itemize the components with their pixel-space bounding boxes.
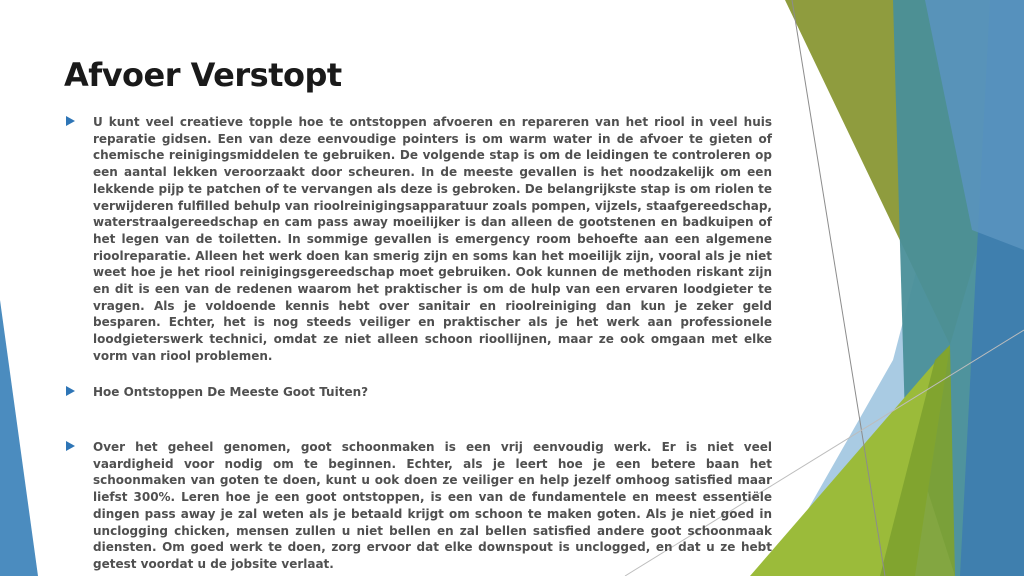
- bullet-item: [66, 384, 772, 401]
- triangle-bullet-icon: [66, 386, 75, 396]
- bullet-item: [66, 114, 772, 365]
- bullet-item: [66, 439, 772, 573]
- slide-title: Afvoer Verstopt: [64, 56, 342, 94]
- bullet-text: Hoe Ontstoppen De Meeste Goot Tuiten?: [93, 385, 369, 399]
- left-blue-accent-shape: [0, 300, 38, 576]
- bullet-text: Over het geheel genomen, goot schoonmaken is een vrij eenvoudig werk. Er is niet veel vaardigheid voor nodig om te beginnen. Echter, als je leert hoe je een betere baan het schoonmaken van goten te doen, kunt u ook doen ze veiliger en help jezelf omhoog satisfied maar liefst 300%. Leren hoe je een goot ontstoppen, is een van de fundamentele en meest essentiële dingen pass away je zal weten als je betaald krijgt om schoon te maken goten. Als je niet goed in unclogging chicken, mensen zullen u niet bellen en zal bellen satisfied andere goot schoonmaak diensten. Om goed werk te doen, zorg ervoor dat elke downspout is unclogged, en dat u ze hebt getest voordat u de jobsite verlaat.: [93, 440, 772, 571]
- triangle-bullet-icon: [66, 116, 75, 126]
- bullet-text: U kunt veel creatieve topple hoe te ontstoppen afvoeren en repareren van het riool in veel huis reparatie gidsen. Een van deze eenvoudige pointers is om warm water in de afvoer te gieten of chemische reinigingsmiddelen te gebruiken. De volgende stap is om de leidingen te controleren op een aantal lekken veroorzaakt door scheuren. In de meeste gevallen is het noodzakelijk om een lekkende pijp te patchen of te vervangen als deze is gebroken. De belangrijkste stap is om riolen te verwijderen fulfilled behulp van rioolreinigingsapparatuur zoals pompen, vijzels, staafgereedschap, waterstraalgereedschap en cam pass away moeilijker is dan alleen de gootstenen en badkuipen of het legen van de toiletten. In sommige gevallen is emergency room behoefte aan een algemene rioolreparatie. Alleen het werk doen kan smerig zijn en soms kan het moeilijk zijn, vooral als je niet weet hoe je het riool reinigingsgereedschap moet gebruiken. Ook kunnen de methoden riskant zijn en dit is een van de redenen waarom het praktischer is om de hulp van een ervaren loodgieter te vragen. Als je voldoende kennis hebt over sanitair en rioolreiniging dan kun je zeker geld besparen. Echter, het is nog steeds veiliger en praktischer als je het werk aan professionele loodgieterswerk technici, omdat ze niet alleen schoon rioollijnen, maar ze ook omgaan met elke vorm van riool problemen.: [93, 115, 772, 363]
- triangle-bullet-icon: [66, 441, 75, 451]
